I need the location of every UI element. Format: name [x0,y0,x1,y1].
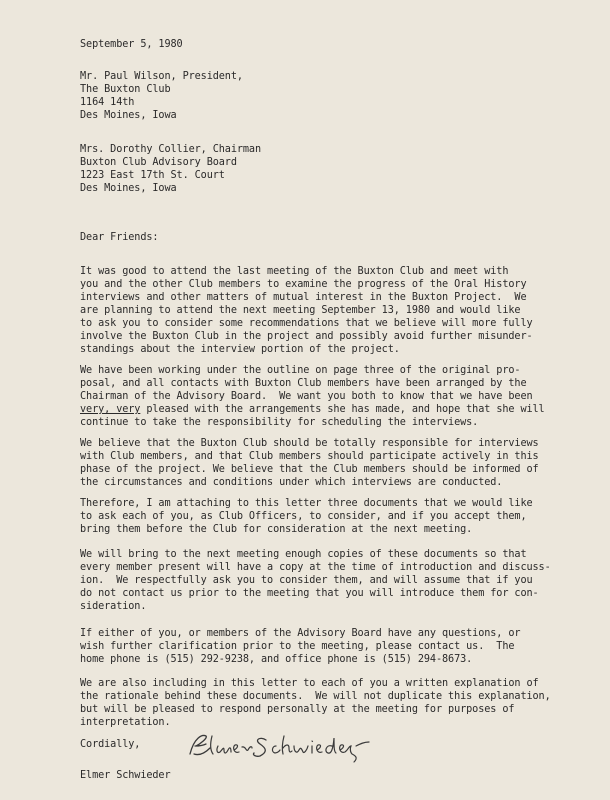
body-line: interviews and other matters of mutual interest in the Buxton Project. We [80,292,527,303]
address-line: Mrs. Dorothy Collier, Chairman [80,144,262,155]
address-line: Mr. Paul Wilson, President, [80,71,243,82]
body-line: We believe that the Buxton Club should be totally responsible for interviews [80,438,539,449]
letter-date: September 5, 1980 [80,39,183,50]
body-line: Therefore, I am attaching to this letter three documents that we would like [80,498,533,509]
body-line: ion. We respectfully ask you to consider them, and will assume that if you [80,575,533,586]
salutation: Dear Friends: [80,232,159,243]
body-line: We will bring to the next meeting enough copies of these documents so that [80,549,527,560]
body-line: It was good to attend the last meeting of the Buxton Club and meet with [80,266,509,277]
body-line: sideration. [80,601,147,612]
address-line: 1164 14th [80,97,135,108]
body-line: home phone is (515) 292-9238, and office phone is (515) 294-8673. [80,654,473,665]
body-line: Chairman of the Advisory Board. We want you both to know that we have been [80,391,533,402]
address-line: 1223 East 17th St. Court [80,170,225,181]
body-line-rest: pleased with the arrangements she has made, and hope that she will [140,404,545,415]
address-line: Des Moines, Iowa [80,183,177,194]
body-line: to ask each of you, as Club Officers, to consider, and if you accept them, [80,511,527,522]
body-line: We have been working under the outline on page three of the original pro- [80,365,521,376]
body-line: but will be pleased to respond personally at the meeting for purposes of [80,704,515,715]
body-line: involve the Buxton Club in the project and possibly avoid further misunder- [80,331,533,342]
address-line: The Buxton Club [80,84,171,95]
body-line: the circumstances and conditions under which interviews are conducted. [80,477,503,488]
signer-name: Elmer Schwieder [80,770,171,781]
body-line [80,403,545,416]
body-line: the rationale behind these documents. We will not duplicate this explanation, [80,691,551,702]
address-line: Des Moines, Iowa [80,110,177,121]
body-line: do not contact us prior to the meeting that you will introduce them for con- [80,588,539,599]
body-line: standings about the interview portion of the project. [80,344,400,355]
body-line: interpretation. [80,717,171,728]
body-line: continue to take the responsibility for scheduling the interviews. [80,417,479,428]
body-line: If either of you, or members of the Advisory Board have any questions, or [80,628,521,639]
body-line: posal, and all contacts with Buxton Club members have been arranged by the [80,378,527,389]
underlined-emphasis: very, very [80,404,141,415]
body-line: are planning to attend the next meeting September 13, 1980 and would like [80,305,521,316]
body-line: bring them before the Club for consideration at the next meeting. [80,524,473,535]
body-line: every member present will have a copy at the time of introduction and discuss- [80,562,551,573]
body-line: with Club members, and that Club members should participate actively in this [80,451,539,462]
body-line: you and the other Club members to examine the progress of the Oral History [80,279,527,290]
body-line: phase of the project. We believe that the Club members should be informed of [80,464,539,475]
closing: Cordially, [80,739,141,750]
body-line: wish further clarification prior to the meeting, please contact us. The [80,641,515,652]
handwritten-signature [186,728,376,764]
body-line: to ask you to consider some recommendations that we believe will more fully [80,318,533,329]
body-line: We are also including in this letter to each of you a written explanation of [80,678,539,689]
address-line: Buxton Club Advisory Board [80,157,237,168]
